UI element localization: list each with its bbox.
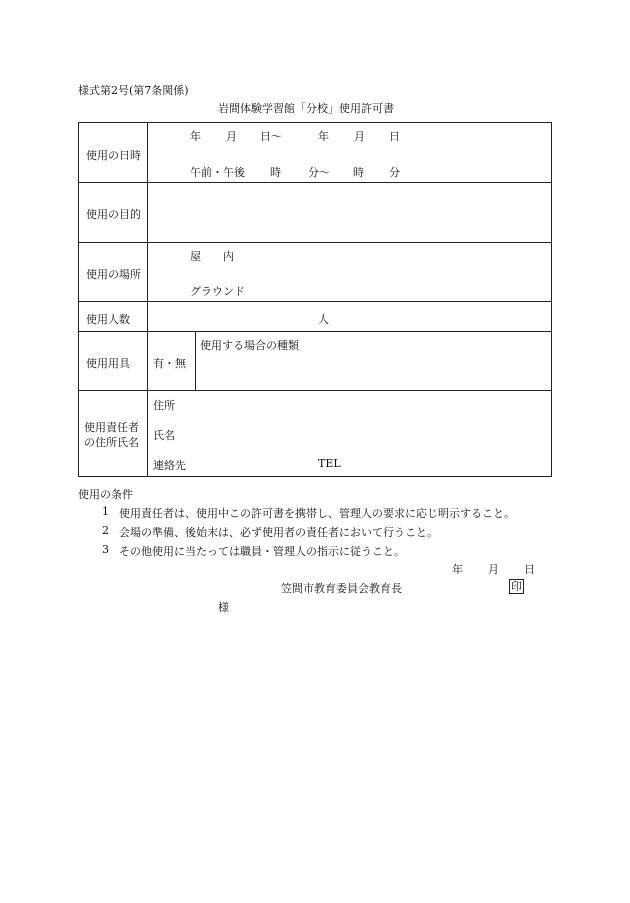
start-year-label: 年 [190, 130, 201, 143]
place-row-label: 使用の場所 [86, 268, 141, 281]
condition-text: その他使用に当たっては職員・管理人の指示に従うこと。 [119, 545, 405, 558]
seal-box: 印 [511, 580, 522, 593]
conditions-heading: 使用の条件 [78, 488, 133, 501]
form-number: 様式第2号(第7条関係) [78, 84, 189, 97]
start-month-label: 月 [226, 130, 237, 143]
equipment-kind-label: 使用する場合の種類 [200, 339, 299, 352]
end-year-label: 年 [318, 130, 329, 143]
issuer-name: 笠間市教育委員会教育長 [281, 582, 402, 595]
end-day-label: 日 [389, 130, 400, 143]
date-row-label: 使用の日時 [86, 149, 141, 162]
condition-number: 3 [102, 543, 109, 556]
start-day-label: 日〜 [260, 130, 282, 143]
start-minute-label: 分〜 [308, 166, 330, 179]
tel-label: TEL [318, 457, 341, 470]
issue-day-label: 日 [524, 563, 535, 576]
end-minute-label: 分 [389, 166, 400, 179]
document-title: 岩間体験学習館「分校」使用許可書 [218, 102, 394, 115]
issue-month-label: 月 [488, 563, 499, 576]
count-unit-label: 人 [318, 313, 329, 326]
responsible-label-line-2: の住所氏名 [84, 436, 139, 449]
address-label: 住所 [153, 399, 175, 412]
end-month-label: 月 [354, 130, 365, 143]
condition-text: 使用責任者は、使用中この許可書を携帯し、管理人の要求に応じ明示すること。 [119, 507, 515, 520]
am-pm-label: 午前・午後 [190, 166, 245, 179]
responsible-label-line-1: 使用責任者 [84, 421, 139, 434]
place-indoor-option: 屋 内 [190, 250, 234, 263]
condition-text: 会場の準備、後始末は、必ず使用者の責任者において行うこと。 [119, 526, 438, 539]
issue-year-label: 年 [452, 563, 463, 576]
count-row-label: 使用人数 [86, 313, 130, 326]
end-hour-label: 時 [353, 166, 364, 179]
place-ground-option: グラウンド [190, 285, 245, 298]
purpose-row-label: 使用の目的 [86, 208, 141, 221]
addressee-suffix: 様 [218, 601, 229, 614]
equipment-row-label: 使用用具 [86, 357, 130, 370]
condition-number: 2 [102, 524, 109, 537]
equipment-yes-no: 有・無 [153, 357, 186, 370]
contact-label: 連絡先 [153, 459, 186, 472]
name-label: 氏名 [153, 429, 175, 442]
condition-number: 1 [102, 505, 109, 518]
start-hour-label: 時 [270, 166, 281, 179]
